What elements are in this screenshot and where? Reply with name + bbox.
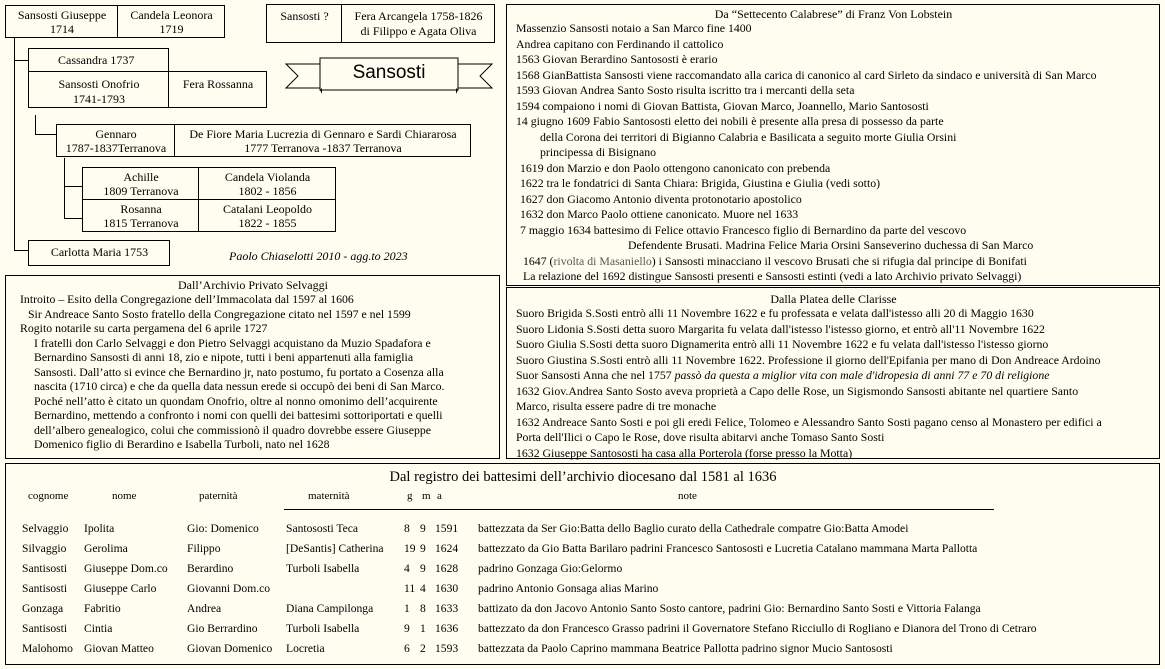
- text-line: Bernardino, mettendo a confronto i nomi con quelli dei battesimi sottoriportati e quelli: [34, 408, 443, 422]
- cell-nome: Fabritio: [84, 601, 121, 615]
- text-line: principessa di Bisignano: [540, 145, 656, 159]
- cell-m: 2: [420, 641, 426, 655]
- clarisse-text: [516, 306, 1102, 461]
- text-line: nascita (1710 circa) e che da quella data nessun erede si occupò dei beni di San Marco.: [34, 379, 445, 393]
- col-header-maternita: maternità: [308, 490, 350, 502]
- table-row: [22, 598, 1037, 618]
- text-line: della Corona dei territori di Bigianno Calabria e Basilicata a seguito morte Giulia Orsini: [540, 129, 957, 144]
- text-line: 1563 Giovan Berardino Santososti è erario: [516, 52, 718, 66]
- connector: [14, 38, 15, 250]
- person-years: 1822 - 1855: [238, 216, 297, 230]
- person-box-violanda: [198, 167, 336, 200]
- person-years: 1787-1837Terranova: [65, 141, 167, 155]
- cell-paternita: Gio: Domenico: [187, 521, 259, 535]
- panel-title: Da “Settecento Calabrese” di Franz Von Lobstein: [714, 7, 953, 21]
- table-row: [22, 638, 1037, 658]
- cell-paternita: Gio Berrardino: [187, 621, 258, 635]
- cell-maternita: Santososti Teca: [286, 521, 359, 535]
- connector: [35, 134, 56, 135]
- col-header-a: a: [437, 490, 442, 502]
- cell-nome: Giovan Matteo: [84, 641, 154, 655]
- cell-g: 11: [404, 581, 416, 595]
- masaniello-link[interactable]: rivolta di Masaniello: [553, 253, 652, 268]
- text-line: [516, 254, 1096, 270]
- settecento-panel: [506, 4, 1160, 286]
- person-box-defiore: [174, 124, 471, 157]
- text-line: 7 maggio 1634 battesimo di Felice ottavio Francesco figlio di Bernardino da parte del vescovo: [520, 222, 967, 237]
- text-fragment: 1647 (: [523, 253, 554, 268]
- cell-a: 1628: [435, 561, 459, 575]
- cell-maternita: Locretia: [286, 641, 325, 655]
- person-name: Carlotta Maria 1753: [50, 245, 149, 259]
- col-header-paternita: paternità: [199, 490, 238, 502]
- person-year: 1815 Terranova: [103, 216, 179, 230]
- cell-note: battizato da don Jacovo Antonio Santo Sosto cantore, padrini Gio: Bernardino Santo Sosti e Vittoria Falanga: [478, 601, 981, 615]
- cell-nome: Giuseppe Dom.co: [84, 561, 168, 575]
- text-line: 1632 Andreace Santo Sosti e poi gli eredi Felice, Tolomeo e Alessandro Santo Sosti pagano censo al Monastero per edifici a: [516, 414, 1102, 429]
- cell-m: 1: [420, 621, 426, 635]
- cell-note: battezzato da don Francesco Grasso padrini il Governatore Stefano Ricciullo di Rogliano e Dianora del Trono di Cetraro: [478, 621, 1037, 635]
- cell-note: padrino Antonio Gonsaga alias Marino: [478, 581, 659, 595]
- person-parents: di Filippo e Agata Oliva: [360, 24, 477, 38]
- person-years: 1802 - 1856: [238, 184, 297, 198]
- panel-title: Dalla Platea delle Clarisse: [770, 292, 897, 306]
- table-header-row: [22, 488, 1037, 504]
- cell-nome: Ipolita: [84, 521, 115, 535]
- person-name: Fera Rossanna: [182, 77, 254, 91]
- person-name: Gennaro: [95, 127, 137, 141]
- cell-g: 19: [404, 541, 416, 555]
- col-header-note: note: [678, 490, 697, 502]
- cell-cognome: Malohomo: [22, 641, 73, 655]
- cell-a: 1630: [435, 581, 459, 595]
- text-line: Rogito notarile su carta pergamena del 6 aprile 1727: [20, 321, 268, 335]
- battesimi-panel: [5, 463, 1160, 665]
- cell-nome: Gerolima: [84, 541, 128, 555]
- text-line: Introito – Esito della Congregazione dell’Immacolata dal 1597 al 1606: [20, 292, 354, 306]
- text-line: 1568 GianBattista Sansosti viene raccomandato alla carica di canonico al card Sirleto da sindaco e università di San Marco: [516, 67, 1097, 82]
- cell-a: 1591: [435, 521, 459, 535]
- text-line: Poché nell’atto è citato un quondam Onofrio, oltre al nonno omonimo dell’acquirente: [34, 393, 438, 408]
- person-years: 1777 Terranova -1837 Terranova: [244, 141, 402, 155]
- cell-a: 1636: [435, 621, 459, 635]
- text-line: 1627 don Giacomo Antonio diventa protonotario apostolico: [520, 191, 802, 206]
- cell-g: 1: [404, 601, 410, 615]
- person-name: Achille: [123, 170, 159, 184]
- person-box-rosanna: [82, 199, 199, 232]
- person-year: 1714: [50, 22, 74, 36]
- text-line: Defendente Brusati. Madrina Felice Maria Orsini Sanseverino duchessa di San Marco: [628, 238, 1034, 252]
- cell-note: battezzato da Gio Batta Barilaro padrini Francesco Santososti e Lucretia Catalano mammana Marta Pallotta: [478, 541, 978, 555]
- table-row: [22, 518, 1037, 538]
- cell-note: battezzata da Paolo Caprino mammana Beatrice Pallotta padrino signor Mucio Santososti: [478, 641, 893, 655]
- cell-maternita: [DeSantis] Catherina: [286, 541, 384, 555]
- col-header-g: g: [407, 490, 413, 502]
- text-line: Suoro Lidonia S.Sosti detta suoro Margarita fu velata dall'istesso l'istesso giorno, et entrò all'11 Novembre 1622: [516, 321, 1045, 336]
- cell-maternita: Turboli Isabella: [286, 561, 360, 575]
- panel-title: Dal registro dei battesimi dell’archivio diocesano dal 1581 al 1636: [389, 469, 777, 485]
- person-box-rossanna: [168, 71, 267, 108]
- cell-paternita: Giovan Domenico: [187, 641, 273, 655]
- text-line: Domenico figlio di Berardino e Isabella Turboli, nato nel 1628: [34, 437, 330, 451]
- text-fragment-italic: passò da questa a miglior vita con male d'idropesia di anni 77 e 70 di religione: [674, 368, 1050, 382]
- cell-maternita: Diana Campilonga: [286, 601, 374, 615]
- cell-cognome: Gonzaga: [22, 601, 64, 615]
- cell-a: 1593: [435, 641, 459, 655]
- text-line: Sansosti. Dall’atto si evince che Bernardino jr, nato postumo, fu portato a Cosenza alla: [34, 364, 444, 379]
- battesimi-table: [22, 488, 1037, 658]
- cell-nome: Giuseppe Carlo: [84, 581, 157, 595]
- person-box-arcangela: [341, 4, 495, 43]
- cell-paternita: Berardino: [187, 561, 234, 575]
- person-box-achille: [82, 167, 199, 200]
- table-row: [22, 558, 1037, 578]
- cell-m: 9: [420, 561, 426, 575]
- col-header-cognome: cognome: [28, 490, 69, 502]
- person-year: 1809 Terranova: [103, 184, 179, 198]
- person-box-leonora: [117, 5, 225, 38]
- person-name: Rosanna: [120, 202, 162, 216]
- connector: [64, 186, 82, 187]
- credit: Paolo Chiaselotti 2010 - agg.to 2023: [229, 249, 408, 263]
- cell-g: 8: [404, 521, 410, 535]
- cell-paternita: Andrea: [187, 601, 222, 615]
- text-line: Andrea capitano con Ferdinando il cattolico: [516, 36, 724, 51]
- person-box-cassandra: [28, 48, 169, 72]
- text-line: I fratelli don Carlo Selvaggi e don Pietro Selvaggi acquistano da Muzio Spadafora e: [34, 335, 431, 350]
- settecento-text: [516, 21, 1096, 285]
- person-name: Sansosti Giuseppe: [17, 8, 107, 22]
- person-box-onofrio: [28, 71, 169, 108]
- cell-m: 8: [420, 601, 426, 615]
- table-row: [22, 618, 1037, 638]
- text-line: 1622 tra le fondatrici di Santa Chiara: Brigida, Giustina e Giulia (vedi sotto): [520, 176, 881, 190]
- text-line: Massenzio Sansosti notaio a San Marco fine 1400: [516, 21, 752, 35]
- person-name: Sansosti Onofrio: [58, 77, 140, 91]
- person-box-carlotta: [28, 240, 170, 266]
- person-box-gennaro: [56, 124, 175, 157]
- cell-m: 9: [420, 521, 426, 535]
- clarisse-panel: [506, 287, 1160, 459]
- cell-paternita: Giovanni Dom.co: [187, 581, 271, 595]
- cell-cognome: Selvaggio: [22, 521, 69, 535]
- text-line: 1632 Giov.Andrea Santo Sosto aveva proprietà a Capo delle Rose, un Sigismondo Sansosti abitante nel quartiere Santo: [516, 383, 1079, 398]
- cell-a: 1624: [435, 541, 459, 555]
- text-line: Suoro Giulia S.Sosti detta suoro Dignamerita entrò alli 11 Novembre 1622 e fu velata dall'istesso l'istesso giorno: [516, 337, 1049, 351]
- person-year: 1719: [159, 22, 184, 36]
- person-name: Candela Violanda: [224, 170, 311, 184]
- cell-note: padrino Gonzaga Gio:Gelormo: [478, 561, 623, 575]
- person-years: 1741-1793: [73, 92, 125, 106]
- connector: [35, 115, 36, 134]
- text-line: [516, 368, 1102, 384]
- text-line: 14 giugno 1609 Fabio Santososti eletto dei nobili è presente alla presa di possesso da parte: [516, 114, 944, 128]
- text-line: Suoro Brigida S.Sosti entrò alli 11 Novembre 1622 e fu professata e velata dall'istesso alli 20 di Maggio 1630: [516, 306, 1034, 320]
- text-line: 1632 don Marco Paolo ottiene canonicato. Muore nel 1633: [520, 207, 799, 221]
- text-line: Bernardino Sansosti di anni 18, zio e nipote, tutti i beni appartenuti alla famiglia: [34, 350, 414, 364]
- connector: [64, 218, 82, 219]
- panel-title: Dall’Archivio Privato Selvaggi: [178, 278, 328, 292]
- selvaggi-text: [20, 292, 444, 452]
- selvaggi-panel: [5, 275, 500, 459]
- text-line: dell’albero genealogico, colui che commissionò il quadro dovrebbe essere Giuseppe: [34, 422, 432, 437]
- text-line: Porta dell'Ilici o Capo le Rose, dove risulta abitarvi anche Tomaso Santo Sosti: [516, 430, 885, 444]
- cell-m: 4: [420, 581, 426, 595]
- person-name: Cassandra 1737: [58, 53, 135, 67]
- person-name: Catalani Leopoldo: [223, 202, 312, 216]
- connector: [64, 158, 65, 219]
- text-fragment: ) i Sansosti minacciano il vescovo Brusati che si rifugia dal principe di Bonifati: [651, 253, 1027, 268]
- person-name: De Fiore Maria Lucrezia di Gennaro e Sardi Chiararosa: [189, 127, 457, 141]
- col-header-m: m: [422, 490, 431, 502]
- table-row: [22, 538, 1037, 558]
- cell-maternita: [286, 578, 404, 598]
- table-row: [22, 578, 1037, 598]
- cell-maternita: Turboli Isabella: [286, 621, 360, 635]
- cell-m: 9: [420, 541, 426, 555]
- text-line: 1619 don Marzio e don Paolo ottengono canonicato con prebenda: [520, 160, 831, 175]
- person-box-leopoldo: [198, 199, 336, 232]
- text-line: La relazione del 1692 distingue Sansosti presenti e Sansosti estinti (vedi a lato Archivio privato Selvaggi): [523, 269, 1022, 283]
- person-name: Candela Leonora: [130, 8, 213, 22]
- cell-cognome: Santisosti: [22, 581, 68, 595]
- text-line: 1632 Giuseppe Santososti ha casa alla Porterola (forse presso la Motta): [516, 445, 853, 460]
- text-fragment: Suor Sansosti Anna che nel 1757: [516, 368, 675, 382]
- cell-g: 6: [404, 641, 410, 655]
- cell-paternita: Filippo: [187, 541, 221, 555]
- text-line: Marco, risulta essere padre di tre monache: [516, 399, 717, 413]
- cell-note: battezzata da Ser Gio:Batta dello Baglio curato della Cathedrale compatre Gio:Batta Amodei: [478, 521, 909, 535]
- cell-a: 1633: [435, 601, 459, 615]
- person-box-giuseppe: [5, 5, 118, 38]
- text-line: Suoro Giustina S.Sosti entrò alli 11 Novembre 1622. Professione il giorno dell'Epifania per mano di Don Andreace Ardoino: [516, 352, 1101, 367]
- person-name: Fera Arcangela 1758-1826: [354, 9, 483, 23]
- cell-cognome: Santisosti: [22, 561, 68, 575]
- connector: [14, 250, 28, 251]
- cell-g: 9: [404, 621, 410, 635]
- cell-cognome: Santisosti: [22, 621, 68, 635]
- cell-g: 4: [404, 561, 410, 575]
- text-line: 1594 compaiono i nomi di Giovan Battista, Giovan Marco, Joannello, Mario Santososti: [516, 98, 929, 113]
- connector: [14, 60, 28, 61]
- person-name: Sansosti ?: [280, 9, 329, 23]
- text-line: 1593 Giovan Andrea Santo Sosto risulta iscritto tra i mercanti della seta: [516, 83, 855, 97]
- person-box-sansosti-unknown: [266, 4, 342, 43]
- col-header-nome: nome: [112, 490, 137, 502]
- cell-nome: Cintia: [84, 621, 113, 635]
- cell-cognome: Silvaggio: [22, 541, 67, 555]
- banner-title: Sansosti: [352, 62, 426, 83]
- text-line: Sir Andreace Santo Sosto fratello della Congregazione citato nel 1597 e nel 1599: [28, 306, 411, 321]
